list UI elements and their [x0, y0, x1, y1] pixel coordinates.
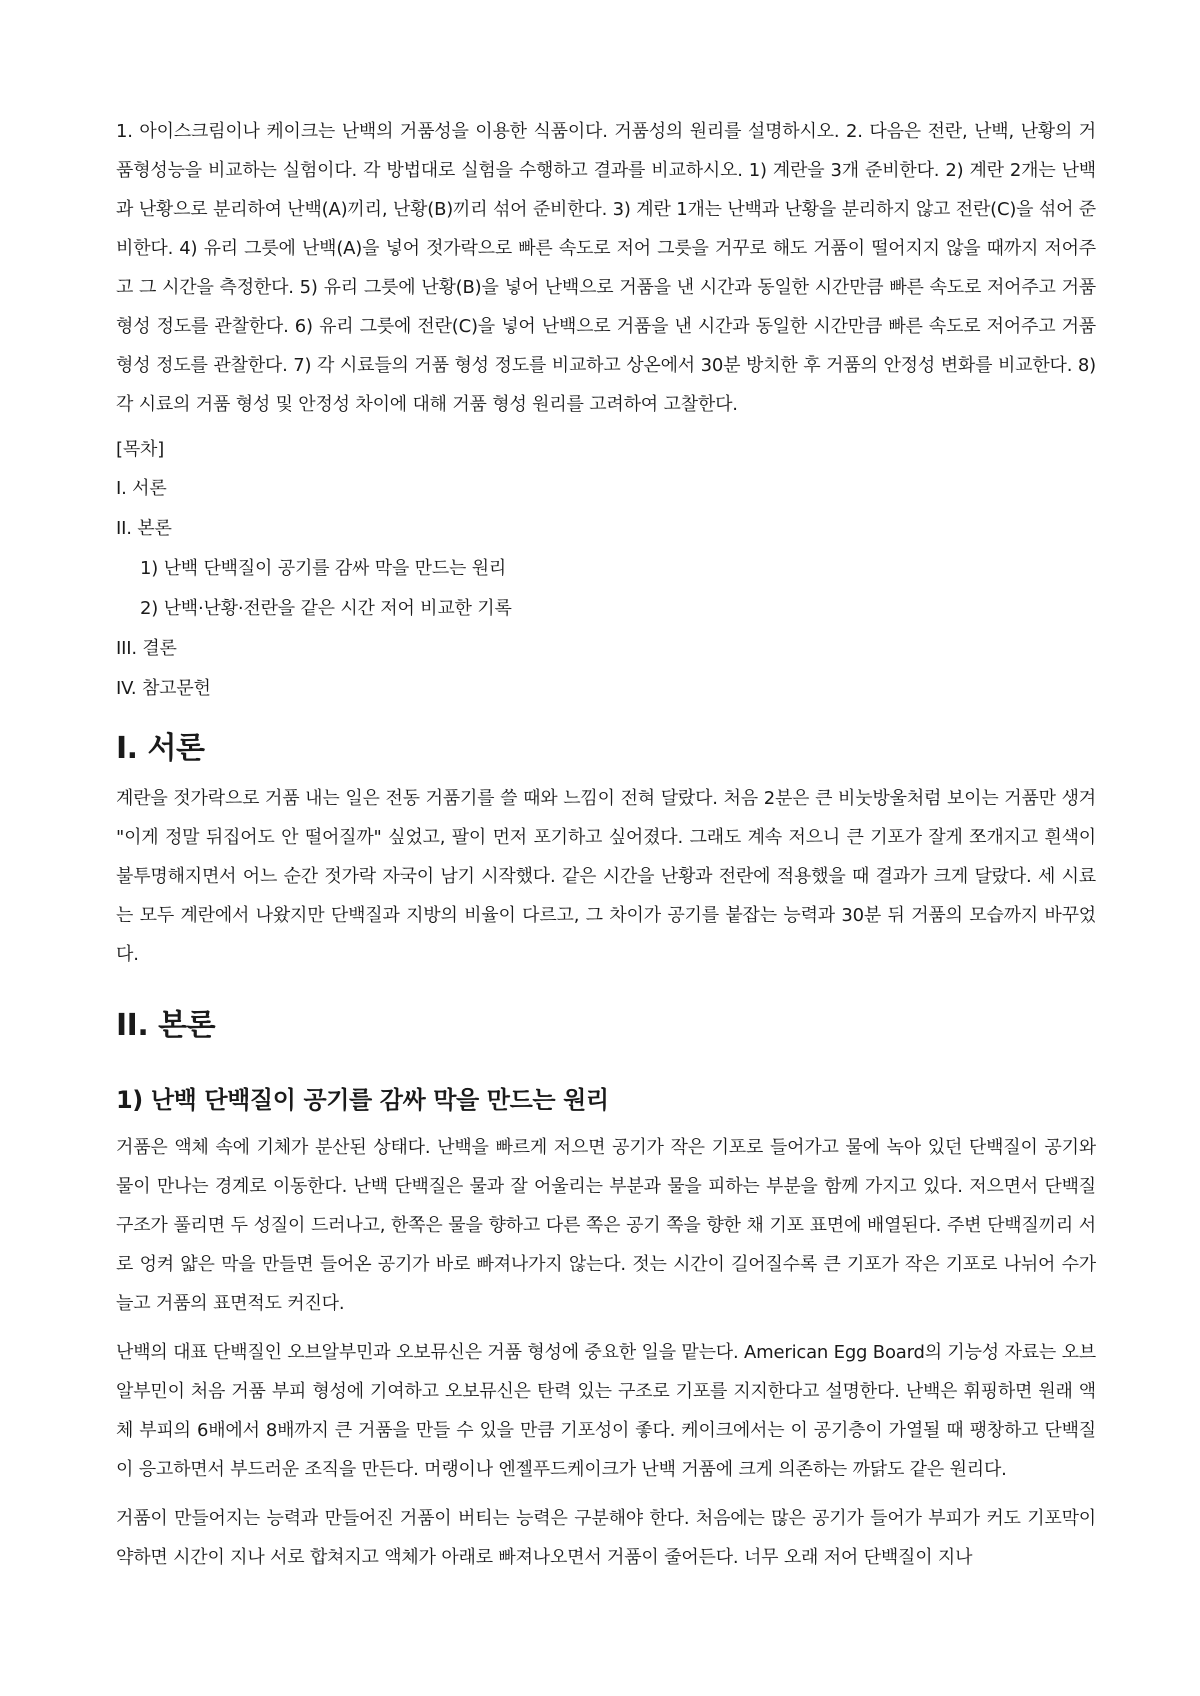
toc-item-intro: I. 서론: [116, 478, 167, 499]
section-1-paragraph-3: 거품이 만들어지는 능력과 만들어진 거품이 버티는 능력은 구분해야 한다. 처음에는 많은 공기가 들어가 부피가 커도 기포막이 약하면 시간이 지나 서로 합쳐지고 액체가 아래로 빠져나오면서 거품이 줄어든다. 너무 오래 저어 단백질이 지나: [116, 1508, 1096, 1568]
section-1-heading: 1) 난백 단백질이 공기를 감싸 막을 만드는 원리: [116, 1086, 609, 1114]
section-1-paragraph-2: 난백의 대표 단백질인 오브알부민과 오보뮤신은 거품 형성에 중요한 일을 맡는다. American Egg Board의 기능성 자료는 오브알부민이 처음 거품 부피 형성에 기여하고 오보뮤신은 탄력 있는 구조로 기포를 지지한다고 설명한다. 난백은 휘핑하면 원래 액체 부피의 6배에서 8배까지 큰 거품을 만들 수 있을 만큼 기포성이 좋다. 케이크에서는 이 공기층이 가열될 때 팽창하고 단백질이 응고하면서 부드러운 조직을 만든다. 머랭이나 엔젤푸드케이크가 난백 거품에 크게 의존하는 까닭도 같은 원리다.: [116, 1342, 1096, 1480]
toc-item-body-2: 2) 난백·난황·전란을 같은 시간 저어 비교한 기록: [140, 598, 512, 619]
toc-item-body: II. 본론: [116, 518, 172, 539]
toc-list: [116, 469, 1096, 709]
toc-item-conclusion: III. 결론: [116, 638, 177, 659]
table-of-contents: [116, 430, 1096, 709]
toc-heading: [목차]: [116, 439, 165, 460]
section-1-paragraph-1: 거품은 액체 속에 기체가 분산된 상태다. 난백을 빠르게 저으면 공기가 작은 기포로 들어가고 물에 녹아 있던 단백질이 공기와 물이 만나는 경계로 이동한다. 난백 단백질은 물과 잘 어울리는 부분과 물을 피하는 부분을 함께 가지고 있다. 저으면서 단백질 구조가 풀리면 두 성질이 드러나고, 한쪽은 물을 향하고 다른 쪽은 공기 쪽을 향한 채 기포 표면에 배열된다. 주변 단백질끼리 서로 엉켜 얇은 막을 만들면 들어온 공기가 바로 빠져나가지 않는다. 젓는 시간이 길어질수록 큰 기포가 작은 기포로 나뉘어 수가 늘고 거품의 표면적도 커진다.: [116, 1137, 1096, 1314]
intro-paragraph: 계란을 젓가락으로 거품 내는 일은 전동 거품기를 쓸 때와 느낌이 전혀 달랐다. 처음 2분은 큰 비눗방울처럼 보이는 거품만 생겨 "이게 정말 뒤집어도 안 떨어질까" 싶었고, 팔이 먼저 포기하고 싶어졌다. 그래도 계속 저으니 큰 기포가 잘게 쪼개지고 흰색이 불투명해지면서 어느 순간 젓가락 자국이 남기 시작했다. 같은 시간을 난황과 전란에 적용했을 때 결과가 크게 달랐다. 세 시료는 모두 계란에서 나왔지만 단백질과 지방의 비율이 다르고, 그 차이가 공기를 붙잡는 능력과 30분 뒤 거품의 모습까지 바꾸었다.: [116, 788, 1096, 965]
intro-heading: I. 서론: [116, 731, 205, 766]
toc-item-body-1: 1) 난백 단백질이 공기를 감싸 막을 만드는 원리: [140, 558, 507, 579]
body-heading: II. 본론: [116, 1008, 216, 1043]
assignment-question: 1. 아이스크림이나 케이크는 난백의 거품성을 이용한 식품이다. 거품성의 원리를 설명하시오. 2. 다음은 전란, 난백, 난황의 거품형성능을 비교하는 실험이다. 각 방법대로 실험을 수행하고 결과를 비교하시오. 1) 계란을 3개 준비한다. 2) 계란 2개는 난백과 난황으로 분리하여 난백(A)끼리, 난황(B)끼리 섞어 준비한다. 3) 계란 1개는 난백과 난황을 분리하지 않고 전란(C)을 섞어 준비한다. 4) 유리 그릇에 난백(A)을 넣어 젓가락으로 빠른 속도로 저어 그릇을 거꾸로 해도 거품이 떨어지지 않을 때까지 저어주고 그 시간을 측정한다. 5) 유리 그릇에 난황(B)을 넣어 난백으로 거품을 낸 시간과 동일한 시간만큼 빠른 속도로 저어주고 거품 형성 정도를 관찰한다. 6) 유리 그릇에 전란(C)을 넣어 난백으로 거품을 낸 시간과 동일한 시간만큼 빠른 속도로 저어주고 거품 형성 정도를 관찰한다. 7) 각 시료들의 거품 형성 정도를 비교하고 상온에서 30분 방치한 후 거품의 안정성 변화를 비교한다. 8) 각 시료의 거품 형성 및 안정성 차이에 대해 거품 형성 원리를 고려하여 고찰한다.: [116, 121, 1096, 415]
toc-item-references: IV. 참고문헌: [116, 678, 211, 699]
